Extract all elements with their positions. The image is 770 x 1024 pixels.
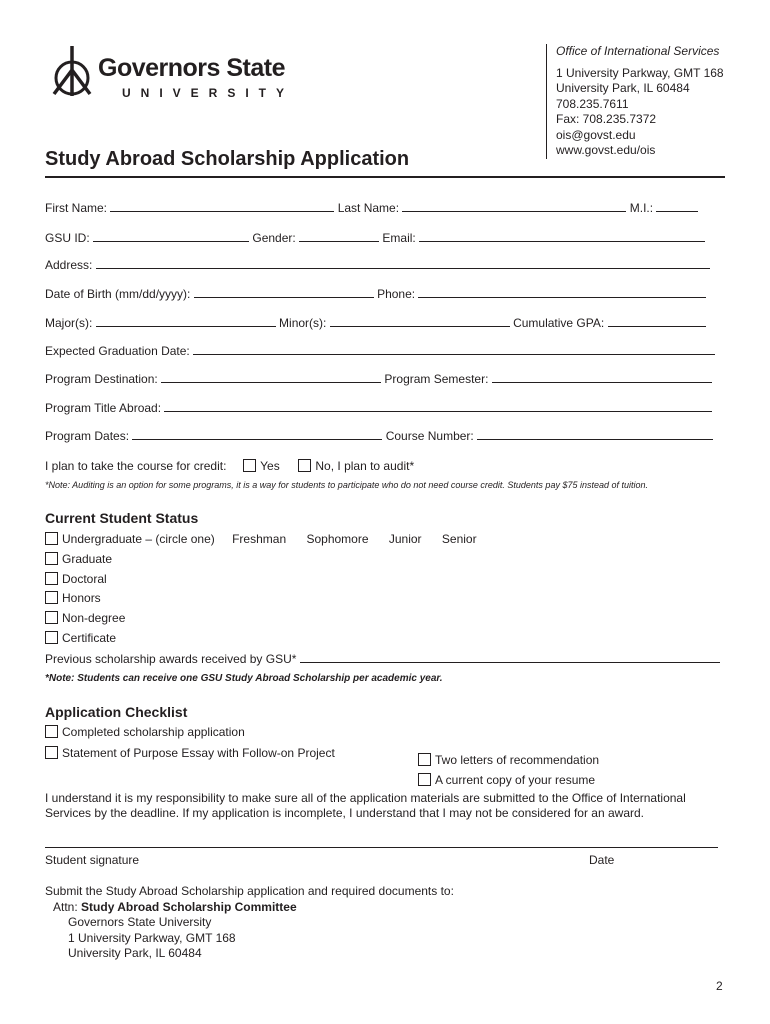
status-undergrad-row	[45, 532, 477, 546]
year-senior[interactable]: Senior	[441, 532, 477, 546]
honors-label: Honors	[62, 591, 101, 605]
address-line-2: University Park, IL 60484	[556, 81, 690, 95]
logo-name: Governors State	[98, 54, 286, 82]
credit-yes-checkbox[interactable]	[243, 459, 256, 472]
status-certificate-row	[45, 631, 116, 645]
page-number: 2	[716, 979, 723, 993]
year-freshman[interactable]: Freshman	[232, 532, 287, 546]
checklist-item-resume	[418, 773, 595, 787]
gpa-label: Cumulative GPA:	[513, 316, 605, 330]
grad-date-field[interactable]	[193, 344, 715, 355]
mi-label: M.I.:	[629, 201, 654, 215]
graduate-checkbox[interactable]	[45, 552, 58, 565]
dob-label: Date of Birth (mm/dd/yyyy):	[45, 287, 191, 301]
application-label: Completed scholarship application	[62, 725, 245, 739]
submit-intro: Submit the Study Abroad Scholarship application and required documents to:	[45, 884, 454, 898]
first-name-label: First Name:	[45, 201, 108, 215]
phone-label: Phone:	[377, 287, 416, 301]
majors-field[interactable]	[96, 316, 276, 327]
contact-block	[556, 44, 724, 159]
gsu-id-field[interactable]	[93, 231, 249, 242]
address-line-1: 1 University Parkway, GMT 168	[556, 65, 724, 80]
address-row	[45, 258, 710, 272]
previous-awards-row	[45, 652, 720, 666]
last-name-field[interactable]	[402, 201, 626, 212]
destination-row	[45, 372, 712, 386]
undergrad-checkbox[interactable]	[45, 532, 58, 545]
attn-row	[53, 900, 297, 914]
credit-no-label: No, I plan to audit*	[315, 459, 415, 473]
checklist-item-application	[45, 725, 245, 739]
checklist-item-letters	[418, 753, 599, 767]
gender-label: Gender:	[252, 231, 296, 245]
program-title-label: Program Title Abroad:	[45, 401, 162, 415]
resume-label: A current copy of your resume	[435, 773, 596, 787]
date-label: Date	[589, 853, 615, 867]
resume-checkbox[interactable]	[418, 773, 431, 786]
semester-field[interactable]	[492, 372, 712, 383]
checklist-item-essay	[45, 746, 335, 760]
destination-label: Program Destination:	[45, 372, 158, 386]
attn-label: Attn:	[53, 900, 78, 914]
title-rule	[45, 176, 725, 178]
year-sophomore[interactable]: Sophomore	[306, 532, 369, 546]
previous-awards-label: Previous scholarship awards received by GSU*	[45, 652, 297, 666]
dob-field[interactable]	[194, 287, 374, 298]
program-dates-field[interactable]	[132, 429, 382, 440]
status-heading: Current Student Status	[45, 510, 199, 526]
contact-divider	[546, 44, 547, 159]
address-field[interactable]	[96, 258, 710, 269]
doctoral-checkbox[interactable]	[45, 572, 58, 585]
name-row	[45, 201, 698, 215]
course-number-label: Course Number:	[385, 429, 474, 443]
email-link[interactable]: ois@govst.edu	[556, 127, 636, 142]
certificate-checkbox[interactable]	[45, 631, 58, 644]
logo-subtitle: UNIVERSITY	[122, 86, 295, 100]
status-graduate-row	[45, 552, 112, 566]
phone-number: 708.235.7611	[556, 96, 629, 111]
gender-field[interactable]	[299, 231, 379, 242]
fax-number: Fax: 708.235.7372	[556, 112, 657, 126]
phone-field[interactable]	[418, 287, 706, 298]
program-dates-label: Program Dates:	[45, 429, 130, 443]
gsu-id-label: GSU ID:	[45, 231, 90, 245]
student-signature-label: Student signature	[45, 853, 140, 867]
undergrad-label: Undergraduate – (circle one)	[62, 532, 215, 546]
minors-label: Minor(s):	[279, 316, 327, 330]
submit-line-1: Governors State University	[68, 915, 212, 929]
program-dates-row	[45, 429, 713, 443]
status-honors-row	[45, 591, 101, 605]
credit-question: I plan to take the course for credit:	[45, 459, 227, 473]
program-title-field[interactable]	[164, 401, 712, 412]
address-label: Address:	[45, 258, 93, 272]
letters-label: Two letters of recommendation	[435, 753, 600, 767]
email-field[interactable]	[419, 231, 705, 242]
credit-no-checkbox[interactable]	[298, 459, 311, 472]
office-name: Office of International Services	[556, 44, 720, 58]
status-doctoral-row	[45, 572, 107, 586]
audit-note: *Note: Auditing is an option for some programs, it is a way for students to participate who do not need course credit. Students pay $75 instead of tuition.	[45, 480, 649, 490]
majors-label: Major(s):	[45, 316, 93, 330]
mi-field[interactable]	[656, 201, 698, 212]
signature-line[interactable]	[45, 847, 718, 848]
minors-field[interactable]	[330, 316, 510, 327]
course-number-field[interactable]	[477, 429, 713, 440]
application-checkbox[interactable]	[45, 725, 58, 738]
grad-date-label: Expected Graduation Date:	[45, 344, 190, 358]
scholarship-note: *Note: Students can receive one GSU Study Abroad Scholarship per academic year.	[45, 673, 443, 684]
website-link[interactable]: www.govst.edu/ois	[556, 143, 656, 157]
responsibility-statement: I understand it is my responsibility to make sure all of the application materials are submitted to the Office of International Services by the deadline. If my application is incomplete, I understand that I may not be considered for an award.	[45, 791, 686, 820]
gpa-field[interactable]	[608, 316, 706, 327]
certificate-label: Certificate	[62, 631, 117, 645]
credit-yes-label: Yes	[260, 459, 280, 473]
nondegree-checkbox[interactable]	[45, 611, 58, 624]
attn-value: Study Abroad Scholarship Committee	[81, 900, 297, 914]
doctoral-label: Doctoral	[62, 572, 107, 586]
checklist-heading: Application Checklist	[45, 704, 188, 720]
email-label: Email:	[382, 231, 416, 245]
honors-checkbox[interactable]	[45, 591, 58, 604]
graduate-label: Graduate	[62, 552, 113, 566]
last-name-label: Last Name:	[337, 201, 400, 215]
letters-checkbox[interactable]	[418, 753, 431, 766]
dob-row	[45, 287, 706, 301]
credit-row	[45, 459, 414, 473]
destination-field[interactable]	[161, 372, 381, 383]
university-logo	[46, 44, 306, 104]
submit-line-3: University Park, IL 60484	[68, 946, 202, 960]
id-row	[45, 231, 705, 245]
essay-checkbox[interactable]	[45, 746, 58, 759]
gsu-logo-icon	[46, 44, 102, 100]
submit-line-2: 1 University Parkway, GMT 168	[68, 931, 236, 945]
status-nondegree-row	[45, 611, 125, 625]
grad-date-row	[45, 344, 715, 358]
nondegree-label: Non-degree	[62, 611, 126, 625]
year-junior[interactable]: Junior	[388, 532, 422, 546]
program-title-row	[45, 401, 712, 415]
major-row	[45, 316, 706, 330]
previous-awards-field[interactable]	[300, 652, 720, 663]
page-title: Study Abroad Scholarship Application	[45, 148, 410, 170]
first-name-field[interactable]	[110, 201, 334, 212]
semester-label: Program Semester:	[384, 372, 489, 386]
essay-label: Statement of Purpose Essay with Follow-on Project	[62, 746, 335, 760]
